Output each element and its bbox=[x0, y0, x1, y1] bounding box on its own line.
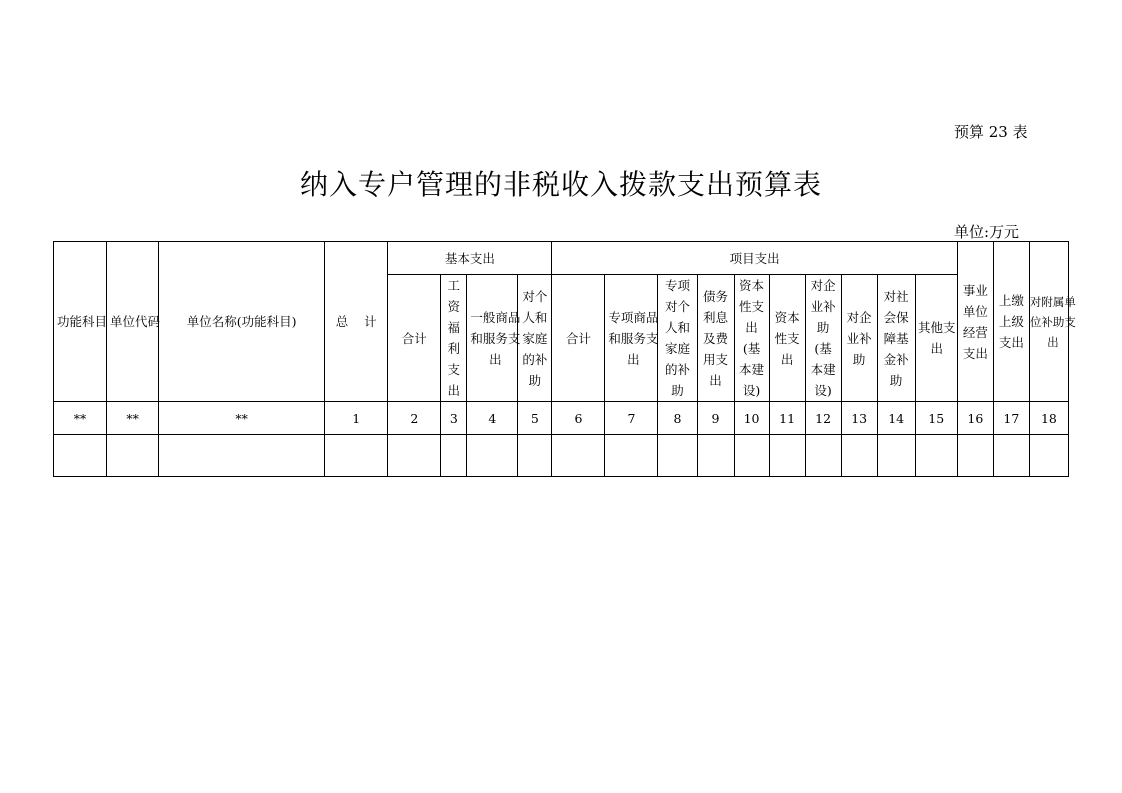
code-cell: 5 bbox=[518, 402, 552, 435]
table-cell bbox=[54, 435, 107, 477]
code-cell: 3 bbox=[441, 402, 467, 435]
table-cell bbox=[441, 435, 467, 477]
header-upper-payment: 上缴上级支出 bbox=[993, 242, 1029, 402]
table-cell bbox=[805, 435, 841, 477]
table-cell bbox=[325, 435, 388, 477]
table-cell bbox=[518, 435, 552, 477]
table-cell bbox=[467, 435, 518, 477]
header-project-capital: 资本性支出 bbox=[769, 275, 805, 402]
table-row bbox=[54, 402, 1069, 435]
code-cell: 16 bbox=[957, 402, 993, 435]
header-basic-expenditure: 基本支出 bbox=[388, 242, 552, 275]
table-cell bbox=[658, 435, 697, 477]
header-func-subject: 功能科目 bbox=[54, 242, 107, 402]
code-cell: ** bbox=[54, 402, 107, 435]
table-cell bbox=[697, 435, 734, 477]
code-cell: ** bbox=[159, 402, 325, 435]
header-basic-personal-subsidy: 对个人和家庭的补助 bbox=[518, 275, 552, 402]
budget-table bbox=[53, 241, 1076, 477]
header-basic-total: 合计 bbox=[388, 275, 441, 402]
table-cell bbox=[605, 435, 658, 477]
code-cell: ** bbox=[107, 402, 159, 435]
header-basic-goods-services: 一般商品和服务支出 bbox=[467, 275, 518, 402]
page-title: 纳入专户管理的非税收入拨款支出预算表 bbox=[299, 168, 822, 201]
table-cell bbox=[957, 435, 993, 477]
table-cell bbox=[841, 435, 877, 477]
unit-label: 单位:万元 bbox=[954, 223, 1020, 241]
code-cell: 12 bbox=[805, 402, 841, 435]
code-cell: 4 bbox=[467, 402, 518, 435]
code-cell: 11 bbox=[769, 402, 805, 435]
table-row bbox=[54, 435, 1069, 477]
table-cell bbox=[388, 435, 441, 477]
header-project-enterprise-construction: 对企业补助(基本建设) bbox=[805, 275, 841, 402]
table-cell bbox=[734, 435, 769, 477]
header-basic-salary: 工资福利支出 bbox=[441, 275, 467, 402]
table-cell bbox=[993, 435, 1029, 477]
code-cell: 7 bbox=[605, 402, 658, 435]
header-project-capital-construction: 资本性支出(基本建设) bbox=[734, 275, 769, 402]
code-cell: 6 bbox=[552, 402, 605, 435]
header-business-expenditure: 事业单位经营支出 bbox=[957, 242, 993, 402]
code-cell: 15 bbox=[915, 402, 957, 435]
header-project-social-security: 对社会保障基金补助 bbox=[877, 275, 915, 402]
code-cell: 8 bbox=[658, 402, 697, 435]
table-cell bbox=[107, 435, 159, 477]
code-cell: 1 bbox=[325, 402, 388, 435]
header-project-enterprise-subsidy: 对企业补助 bbox=[841, 275, 877, 402]
form-number: 预算 23 表 bbox=[954, 123, 1028, 141]
header-project-expenditure: 项目支出 bbox=[552, 242, 957, 275]
table-cell bbox=[552, 435, 605, 477]
header-project-other: 其他支出 bbox=[915, 275, 957, 402]
header-unit-name: 单位名称(功能科目) bbox=[159, 242, 325, 402]
code-cell: 14 bbox=[877, 402, 915, 435]
header-affiliate-subsidy: 对附属单位补助支出 bbox=[1029, 242, 1068, 402]
code-cell: 17 bbox=[993, 402, 1029, 435]
header-project-total: 合计 bbox=[552, 275, 605, 402]
table-cell bbox=[877, 435, 915, 477]
table-cell bbox=[159, 435, 325, 477]
table-cell bbox=[769, 435, 805, 477]
table-cell bbox=[1029, 435, 1068, 477]
code-cell: 9 bbox=[697, 402, 734, 435]
header-project-goods-services: 专项商品和服务支出 bbox=[605, 275, 658, 402]
header-total: 总 计 bbox=[325, 242, 388, 402]
header-row-group bbox=[54, 242, 1069, 275]
header-unit-code: 单位代码 bbox=[107, 242, 159, 402]
code-cell: 13 bbox=[841, 402, 877, 435]
code-cell: 2 bbox=[388, 402, 441, 435]
header-project-debt-interest: 债务利息及费用支出 bbox=[697, 275, 734, 402]
header-project-personal-subsidy: 专项对个人和家庭的补助 bbox=[658, 275, 697, 402]
code-cell: 18 bbox=[1029, 402, 1068, 435]
code-cell: 10 bbox=[734, 402, 769, 435]
table-cell bbox=[915, 435, 957, 477]
